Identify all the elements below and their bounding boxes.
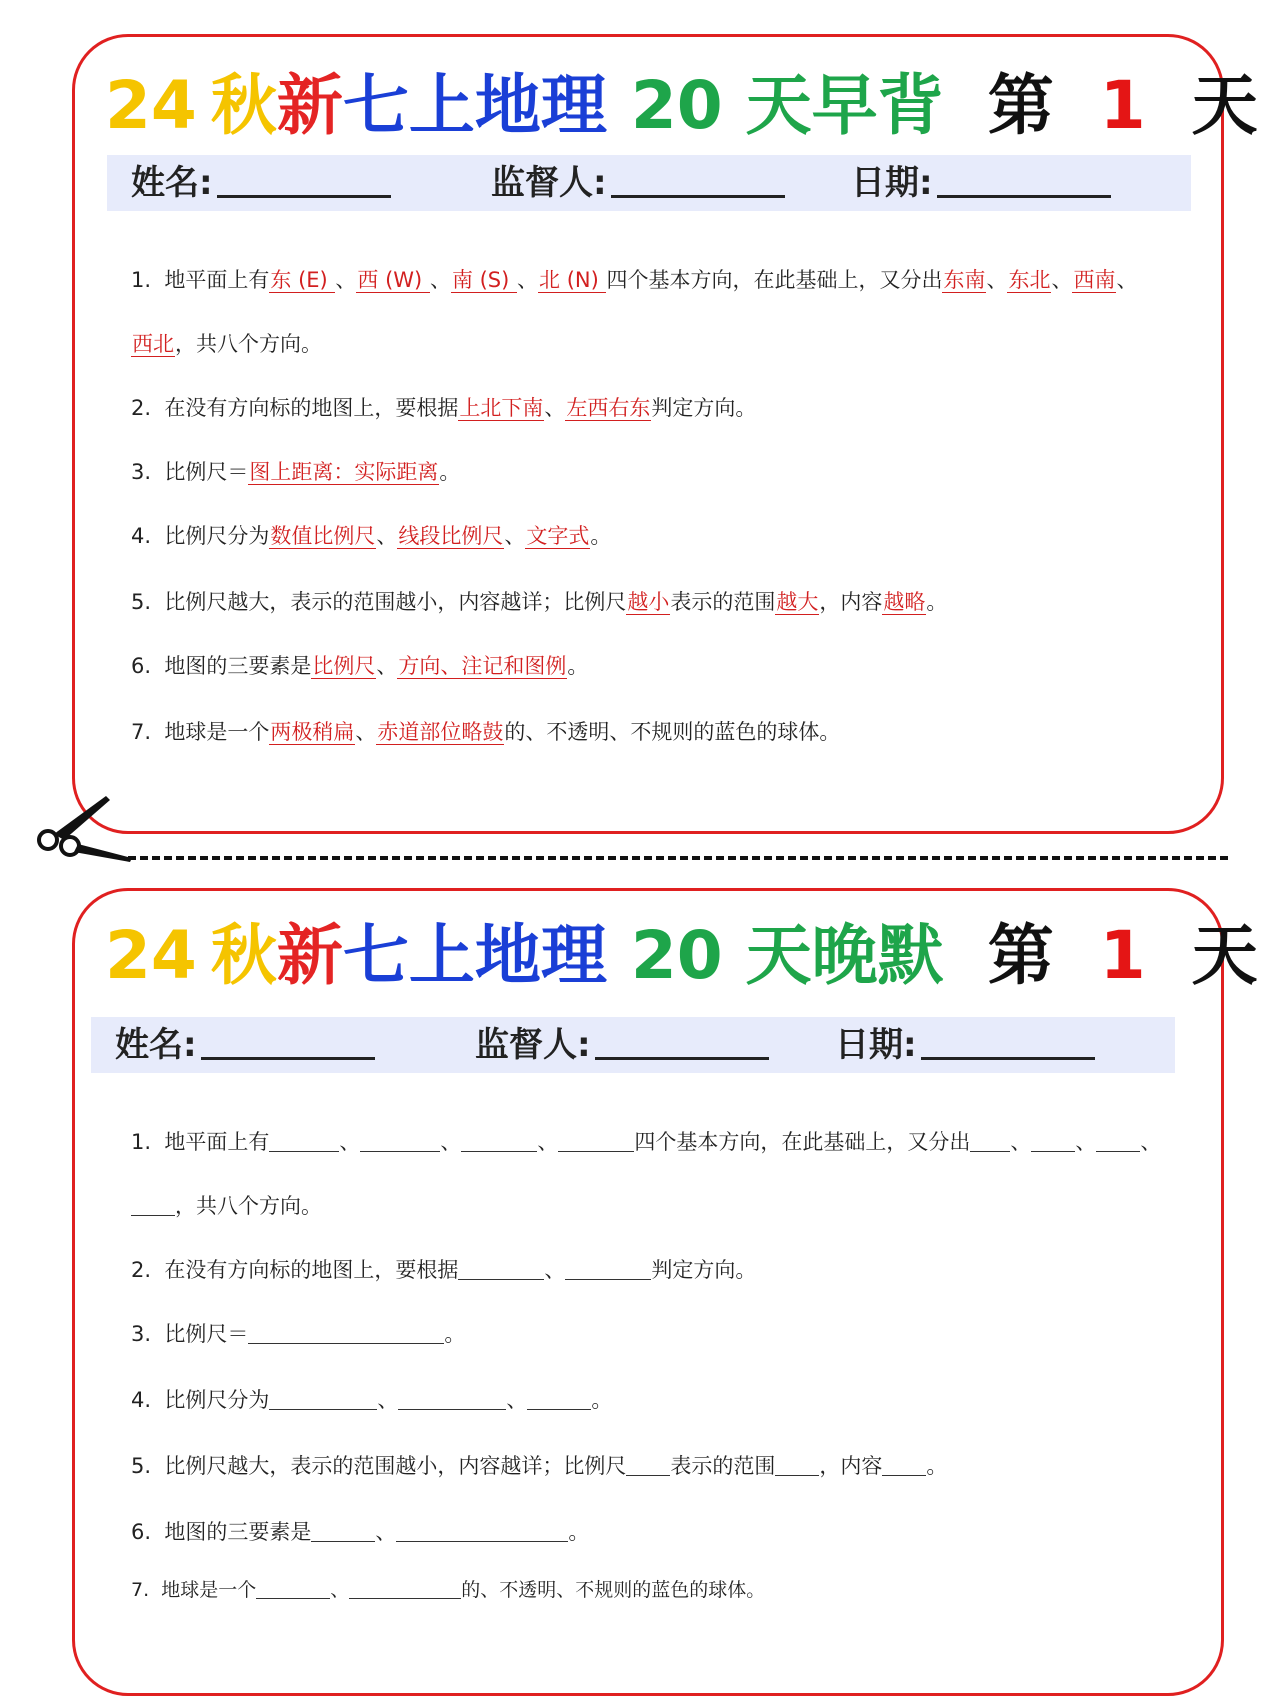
cut-line	[128, 856, 1228, 860]
answer-blank[interactable]	[131, 1193, 175, 1216]
question-1: 1. 地平面上有 、 、 、 四个基本方向，在此基础上，又分出 、 、 、	[131, 1130, 1162, 1154]
answer-blank[interactable]	[565, 1257, 651, 1280]
answer-blank[interactable]	[775, 1453, 819, 1476]
answer-blank[interactable]	[458, 1257, 544, 1280]
answer-blank[interactable]	[1096, 1129, 1140, 1152]
answer-blank[interactable]	[269, 1129, 339, 1152]
title-new: 新	[276, 917, 343, 994]
title-days: 20 天早背	[630, 67, 944, 144]
supervisor-field[interactable]: 监督人:	[475, 1017, 769, 1073]
question-6: 6. 地图的三要素是 、 。	[131, 1520, 590, 1544]
question-7: 7. 地球是一个 、 的、不透明、不规则的蓝色的球体。	[131, 1575, 765, 1605]
question-4: 4. 比例尺分为数值比例尺、线段比例尺、文字式。	[131, 524, 612, 548]
answer-blank[interactable]	[398, 1387, 506, 1410]
morning-card	[72, 34, 1258, 834]
answer-blank[interactable]	[1031, 1129, 1075, 1152]
evening-card	[72, 888, 1258, 1696]
title-subject: 七上地理	[342, 67, 607, 144]
title-di: 第	[987, 67, 1054, 144]
answer-blank[interactable]	[269, 1387, 377, 1410]
question-5: 5. 比例尺越大，表示的范围越小，内容越详；比例尺 表示的范围 ，内容 。	[131, 1454, 948, 1478]
title-year: 24	[105, 917, 197, 994]
answer-blank[interactable]	[248, 1321, 444, 1344]
question-5: 5. 比例尺越大，表示的范围越小，内容越详；比例尺越小表示的范围越大，内容越略。	[131, 590, 948, 614]
info-bar	[107, 155, 1191, 211]
answer-blank[interactable]	[349, 1576, 461, 1599]
answer-blank[interactable]	[461, 1129, 537, 1152]
title-subject: 七上地理	[342, 917, 607, 994]
morning-title	[105, 61, 1258, 151]
date-field[interactable]: 日期:	[851, 155, 1111, 211]
answer-blank[interactable]	[256, 1576, 330, 1599]
scissors-icon	[34, 790, 134, 862]
answer-blank[interactable]	[527, 1387, 591, 1410]
answer-blank[interactable]	[360, 1129, 440, 1152]
question-2: 2. 在没有方向标的地图上，要根据上北下南、左西右东判定方向。	[131, 396, 757, 420]
question-7: 7. 地球是一个两极稍扁、赤道部位略鼓的、不透明、不规则的蓝色的球体。	[131, 720, 841, 744]
answer-blank[interactable]	[311, 1519, 375, 1542]
title-tian: 天	[1191, 917, 1258, 994]
question-3: 3. 比例尺＝ 。	[131, 1322, 466, 1346]
title-autumn: 秋	[210, 917, 277, 994]
question-3: 3. 比例尺＝图上距离：实际距离。	[131, 460, 461, 484]
title-days: 20 天晚默	[630, 917, 944, 994]
title-autumn: 秋	[210, 67, 277, 144]
title-year: 24	[105, 67, 197, 144]
answer-blank[interactable]	[626, 1453, 670, 1476]
question-6: 6. 地图的三要素是比例尺、方向、注记和图例。	[131, 654, 589, 678]
answer-blank[interactable]	[882, 1453, 926, 1476]
question-1-cont: 西北，共八个方向。	[132, 332, 322, 356]
answer-blank[interactable]	[970, 1129, 1010, 1152]
question-1-cont: ，共八个方向。	[131, 1191, 322, 1221]
name-field[interactable]: 姓名:	[115, 1017, 375, 1073]
title-day-number: 1	[1099, 917, 1146, 994]
title-day-number: 1	[1099, 67, 1146, 144]
title-tian: 天	[1191, 67, 1258, 144]
evening-title	[105, 911, 1258, 1001]
title-di: 第	[987, 917, 1054, 994]
name-field[interactable]: 姓名:	[131, 155, 391, 211]
question-4: 4. 比例尺分为 、 、 。	[131, 1388, 613, 1412]
answer-blank[interactable]	[558, 1129, 634, 1152]
question-2: 2. 在没有方向标的地图上，要根据 、 判定方向。	[131, 1258, 757, 1282]
supervisor-field[interactable]: 监督人:	[491, 155, 785, 211]
title-new: 新	[276, 67, 343, 144]
question-1: 1. 地平面上有东 (E) 、西 (W) 、南 (S) 、北 (N) 四个基本方向，在此基础上，又分出东南、东北、西南、	[131, 268, 1138, 292]
info-bar	[91, 1017, 1175, 1073]
date-field[interactable]: 日期:	[835, 1017, 1095, 1073]
answer-blank[interactable]	[396, 1519, 568, 1542]
